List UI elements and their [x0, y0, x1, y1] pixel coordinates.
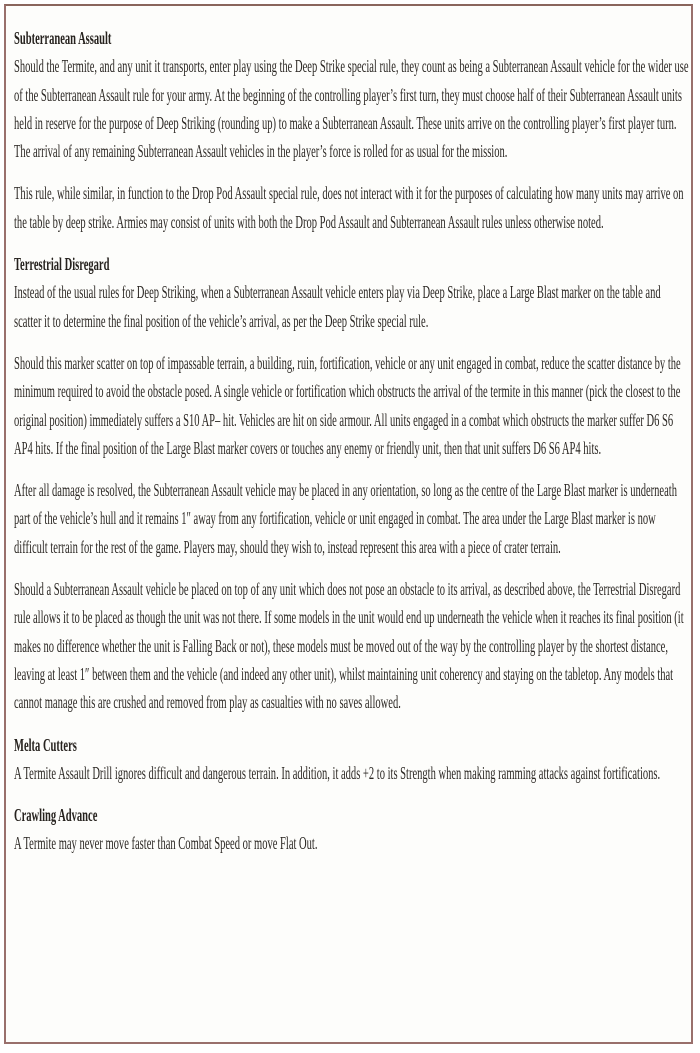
section-melta-cutters [14, 731, 690, 788]
rule-paragraph: This rule, while similar, in function to the Drop Pod Assault special rule, does not interact with it for the purposes of calculating how many units may arrive on the table by deep strike. Armies may consist of units with both the Drop Pod Assault and Subterranean Assault rules unless otherwise noted. [14, 183, 684, 232]
page-border-frame [4, 4, 693, 1044]
section-terrestrial-disregard [14, 250, 690, 716]
section-crawling-advance [14, 801, 690, 858]
section-subterranean-assault [14, 24, 690, 236]
rule-paragraph: Instead of the usual rules for Deep Striking, when a Subterranean Assault vehicle enters play via Deep Strike, place a Large Blast marker on the table and scatter it to determine the final position of the vehicle’s arrival, as per the Deep Strike special rule. [14, 282, 661, 331]
rule-heading-subterranean-assault: Subterranean Assault [14, 28, 112, 48]
rule-heading-crawling-advance: Crawling Advance [14, 805, 98, 826]
rule-paragraph: A Termite Assault Drill ignores difficult and dangerous terrain. In addition, it adds +2 to its Strength when making ramming attacks against fortifications. [14, 762, 661, 783]
rule-heading-terrestrial-disregard: Terrestrial Disregard [14, 254, 110, 275]
rule-paragraph: Should this marker scatter on top of impassable terrain, a building, ruin, fortification, vehicle or any unit engaged in combat, reduce the scatter distance by the minimum required to avoid the obstacle posed. A single vehicle or fortification which obstructs the arrival of the termite in this manner (pick the closest to the original position) immediately suffers a S10 AP– hit. Vehicles are hit on side armour. All units engaged in a combat which obstructs the marker suffer D6 S6 AP4 hits. If the final position of the Large Blast marker covers or touches any enemy or friendly unit, then that unit suffers D6 S6 AP4 hits. [14, 352, 681, 458]
rule-paragraph: Should a Subterranean Assault vehicle be placed on top of any unit which does not pose an obstacle to its arrival, as described above, the Terrestrial Disregard rule allows it to be placed as though the unit was not there. If some models in the unit would end up underneath the vehicle when it reaches its final position (it makes no difference whether the unit is Falling Back or not), these models must be moved out of the way by the controlling player by the shortest distance, leaving at least 1″ between them and the vehicle (and indeed any other unit), whilst maintaining unit coherency and staying on the tabletop. Any models that cannot manage this are crushed and removed from play as casualties with no saves allowed. [14, 579, 684, 713]
rule-heading-melta-cutters: Melta Cutters [14, 734, 77, 755]
rule-paragraph: After all damage is resolved, the Subterranean Assault vehicle may be placed in any orientation, so long as the centre of the Large Blast marker is underneath part of the vehicle’s hull and it remains 1″ away from any fortification, vehicle or unit engaged in combat. The area under the Large Blast marker is now difficult terrain for the rest of the game. Players may, should they wish to, instead represent this area with a piece of crater terrain. [14, 480, 677, 557]
rules-text-column [14, 24, 690, 858]
rule-paragraph: A Termite may never move faster than Combat Speed or move Flat Out. [14, 833, 318, 854]
rule-paragraph: Should the Termite, and any unit it transports, enter play using the Deep Strike special rule, they count as being a Subterranean Assault vehicle for the wider use of the Subterranean Assault rule for your army. At the beginning of the controlling player’s first turn, they must choose half of their Subterranean Assault units held in reserve for the purpose of Deep Striking (rounding up) to make a Subterranean Assault. These units arrive on the controlling player’s first player turn. The arrival of any remaining Subterranean Assault vehicles in the player’s force is rolled for as usual for the mission. [14, 56, 689, 162]
